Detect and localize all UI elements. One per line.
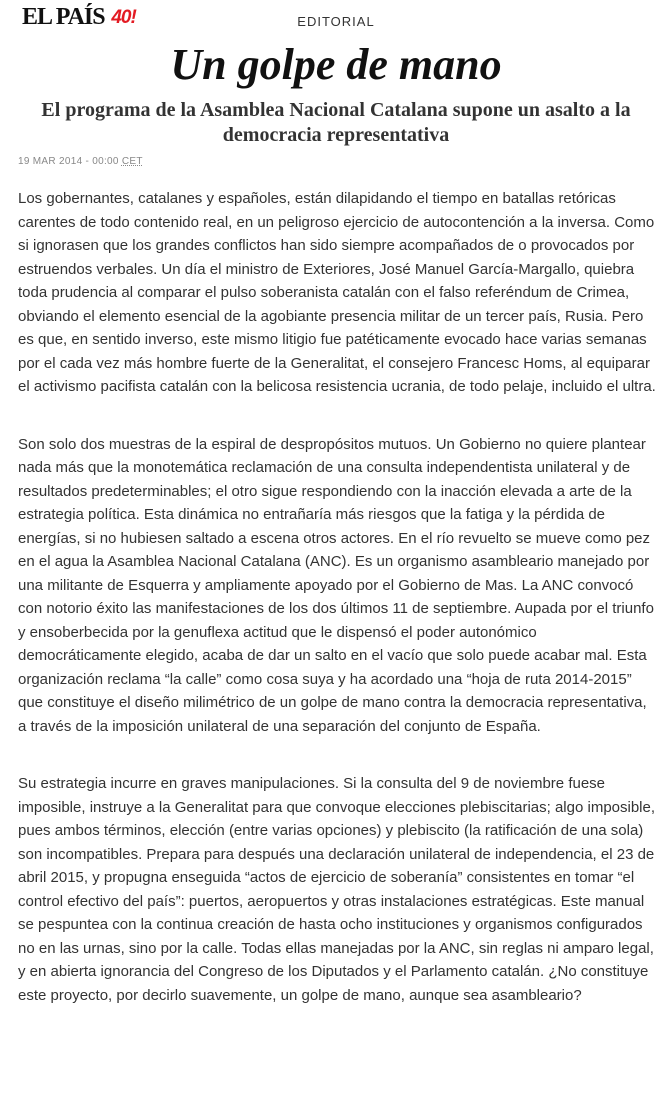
article-subtitle: El programa de la Asamblea Nacional Catalana supone un asalto a la democracia representativa: [41, 99, 631, 146]
paragraph-1: Los gobernantes, catalanes y españoles, están dilapidando el tiempo en batallas retóricas carentes de todo contenido real, en un peligroso ejercicio de autocontención a la inversa. Como si ignorasen que los grandes conflictos han sido siempre acompañados de o provocados por estruendos verbales. Un día el ministro de Exteriores, José Manuel García-Margallo, quiebra toda prudencia al comparar el pulso soberanista catalán con el falso referéndum de Crimea, obviando el elemento esencial de la agobiante presencia militar de un tercer país, Rusia. Pero es que, en sentido inverso, este mismo litigio fue patéticamente evocado hace varias semanas por el cada vez más hombre fuerte de la Generalitat, el consejero Francesc Homs, al equiparar el activismo pacifista catalán con la belicosa resistencia ucrania, de todo pelaje, incluido el ultra.: [18, 190, 656, 395]
publish-date: 19 MAR 2014 - 00:00: [18, 156, 119, 167]
anniversary-badge: 40!: [111, 6, 136, 28]
paragraph-2: Son solo dos muestras de la espiral de despropósitos mutuos. Un Gobierno no quiere plantear nada más que la monotemática reclamación de una consulta independentista unilateral y de resultados predeterminables; el otro sigue respondiendo con la inacción elevada a arte de la estrategia política. Esta dinámica no entrañaría más riesgos que la fatiga y la pérdida de energías, si no hubiesen saltado a escena otros actores. En el río revuelto se mueve como pez en el agua la Asamblea Nacional Catalana (ANC). Es un organismo asambleario manejado por una militante de Esquerra y ampliamente apoyado por el Gobierno de Mas. La ANC convocó con notorio éxito las manifestaciones de los dos últimos 11 de septiembre. Aupada por el triunfo y ensoberbecida por la genuflexa actitud que le dispensó el poder autonómico democráticamente elegido, acaba de dar un salto en el vacío que solo puede acabar mal. Esta organización reclama “la calle” como cosa suya y ha acordado una “hoja de ruta 2014-2015” que constituye el diseño milimétrico de un golpe de mano contra la democracia representativa, a través de la imposición unilateral de una separación del conjunto de España.: [18, 435, 654, 735]
timezone-label[interactable]: CET: [121, 156, 143, 167]
section-label[interactable]: EDITORIAL: [297, 14, 375, 29]
article-body: [18, 187, 656, 1007]
paragraph-3: Su estrategia incurre en graves manipulaciones. Si la consulta del 9 de noviembre fuese imposible, instruye a la Generalitat para que convoque elecciones plebiscitarias; algo imposible, pues ambos términos, elección (entre varias opciones) y plebiscito (la ratificación de una sola) son incompatibles. Prepara para después una declaración unilateral de independencia, el 23 de abril 2015, y propugna enseguida “actos de ejercicio de soberanía” consistentes en tomar “el control efectivo del país”: puertos, aeropuertos y otras instalaciones estratégicas. Este manual se pespuntea con la continua creación de hasta ocho instituciones y organismos configurados no en las urnas, sino por la calle. Todas ellas manejadas por la ANC, sin reglas ni amparo legal, y en abierta ignorancia del Congreso de los Diputados y el Parlamento catalán. ¿No constituye este proyecto, por decirlo suavemente, un golpe de mano, aunque sea asambleario?: [18, 775, 656, 1004]
article-title: Un golpe de mano: [170, 40, 502, 89]
logo-wordmark: EL PAÍS: [22, 4, 105, 30]
article-dateline: [18, 156, 672, 167]
page-header: [0, 0, 672, 40]
